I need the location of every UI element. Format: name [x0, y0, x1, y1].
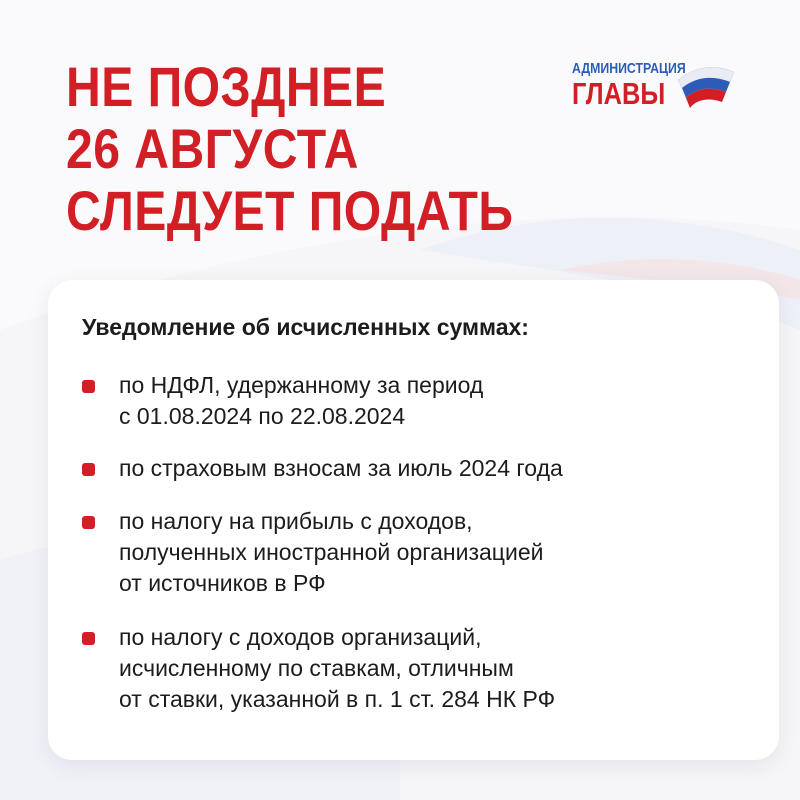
headline-line-1: НЕ ПОЗДНЕЕ	[66, 55, 387, 118]
administration-logo	[572, 58, 742, 118]
bullet-icon	[82, 463, 95, 476]
bullet-icon	[82, 632, 95, 645]
headline-line-3: СЛЕДУЕТ ПОДАТЬ	[66, 179, 514, 242]
logo-text-bottom: ГЛАВЫ	[572, 76, 666, 111]
notification-card	[48, 280, 779, 760]
list-item-text: по НДФЛ, удержанному за период с 01.08.2024 по 22.08.2024	[119, 372, 484, 429]
headline	[66, 56, 513, 242]
list-item-text: по налогу с доходов организаций, исчисленному по ставкам, отличным от ставки, указанной в п. 1 ст. 284 НК РФ	[119, 624, 556, 712]
headline-line-2: 26 АВГУСТА	[66, 117, 359, 180]
bullet-icon	[82, 380, 95, 393]
list-item-text: по страховым взносам за июль 2024 года	[119, 455, 563, 481]
logo-text-top: АДМИНИСТРАЦИЯ	[572, 60, 686, 77]
card-title: Уведомление об исчисленных суммах:	[82, 314, 529, 340]
bullet-icon	[82, 516, 95, 529]
flag-icon	[668, 60, 742, 116]
list-item-text: по налогу на прибыль с доходов, полученных иностранной организацией от источников в РФ	[119, 508, 544, 596]
